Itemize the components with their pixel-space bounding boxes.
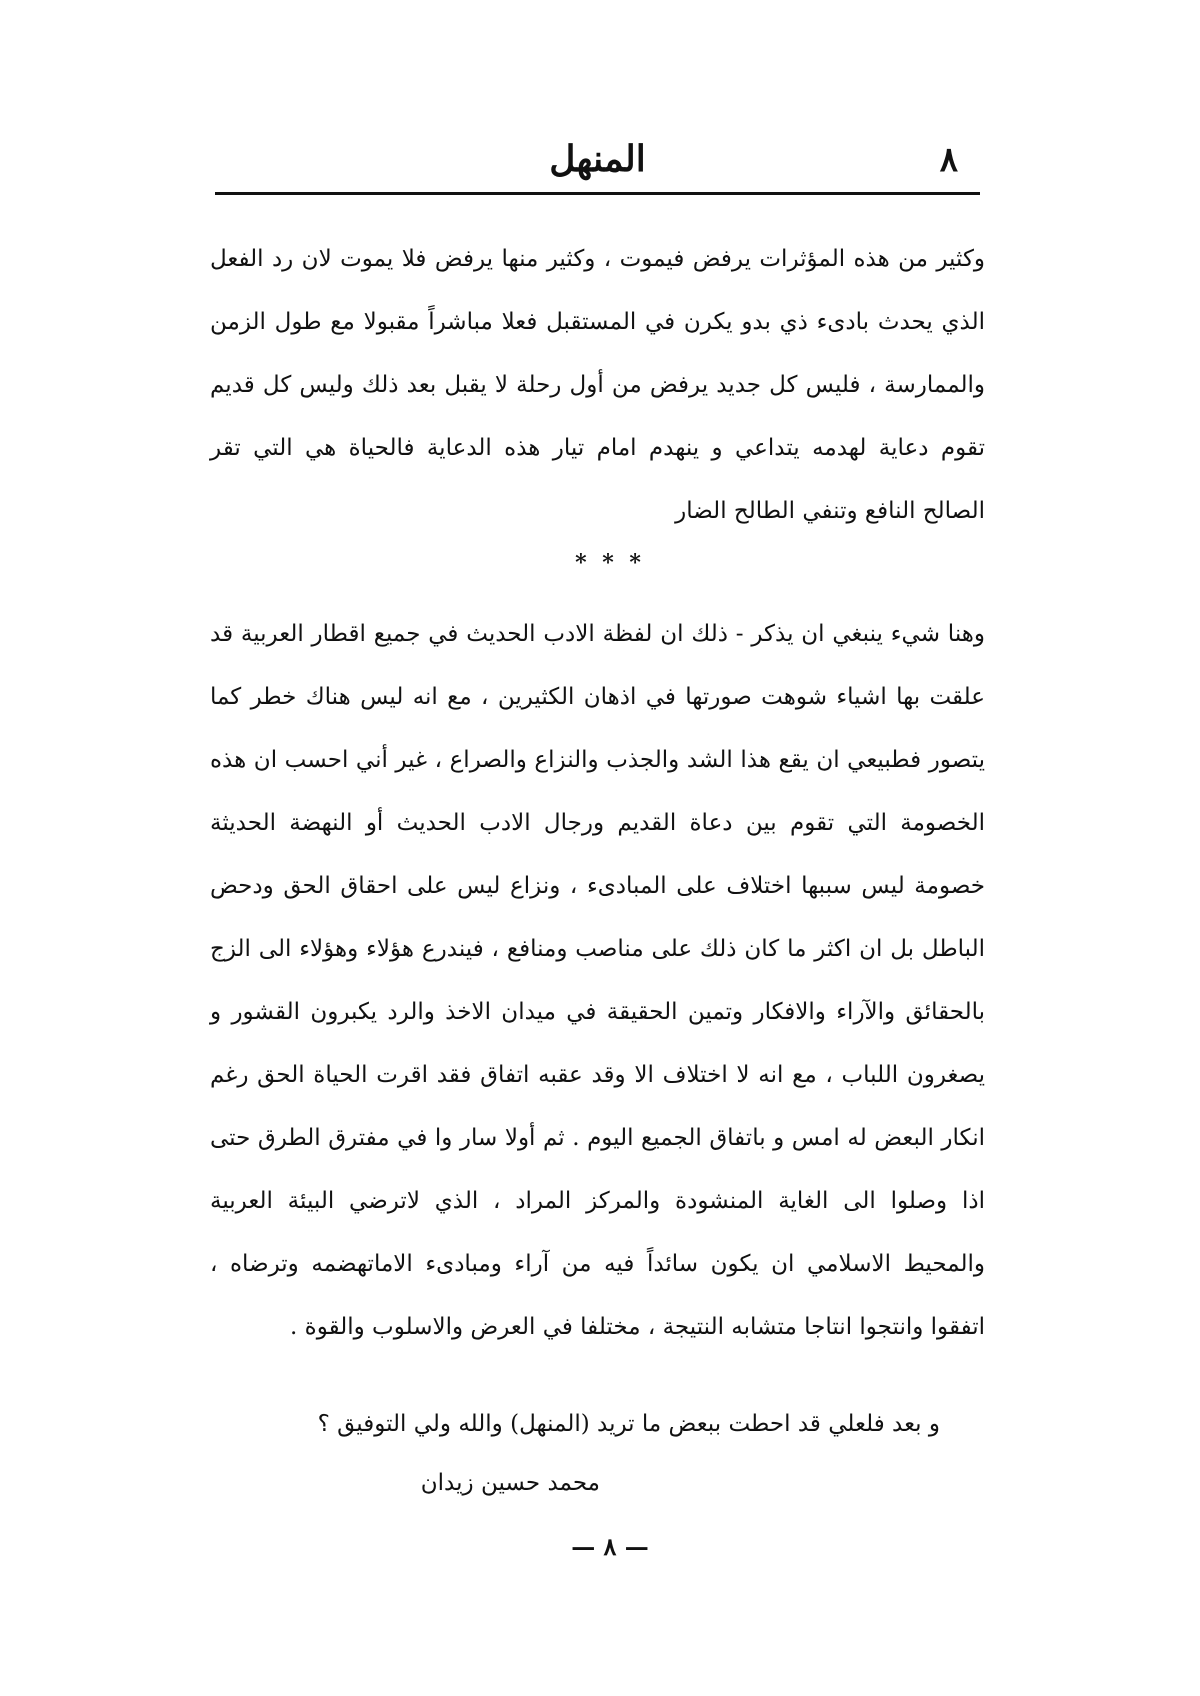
page-header [215, 138, 980, 184]
header-divider [215, 192, 980, 195]
section-separator: * * * [575, 550, 645, 576]
closing-line: و بعد فلعلي قد احطت ببعض ما تريد (المنهل) والله ولي التوفيق ؟ [317, 1411, 940, 1437]
author-signature: محمد حسين زيدان [420, 1470, 600, 1496]
paragraph-1: وكثير من هذه المؤثرات يرفض فيموت ، وكثير منها يرفض فلا يموت لان رد الفعل الذي يحدث بادىء ذي بدو يكرن في المستقبل فعلا مباشراً مقبولا مع طول الزمن والممارسة ، فليس كل جديد يرفض من أول رحلة لا يقبل بعد ذلك وليس كل قديم تقوم دعاية لهدمه يتداعي و ينهدم امام تيار هذه الدعاية فالحياة هي التي تقر الصالح النافع وتنفي الطالح الضار [210, 246, 985, 524]
header-page-number: ٨ [939, 140, 958, 180]
footer-page-number: — ٨ — [571, 1532, 649, 1561]
journal-title: المنهل [549, 138, 646, 180]
paragraph-2: وهنا شيء ينبغي ان يذكر - ذلك ان لفظة الادب الحديث في جميع اقطار العربية قد علقت بها اشياء شوهت صورتها في اذهان الكثيرين ، مع انه ليس هناك خطر كما يتصور فطبيعي ان يقع هذا الشد والجذب والنزاع والصراع ، غير أني احسب ان هذه الخصومة التي تقوم بين دعاة القديم ورجال الادب الحديث أو النهضة الحديثة خصومة ليس سببها اختلاف على المبادىء ، ونزاع ليس على احقاق الحق ودحض الباطل بل ان اكثر ما كان ذلك على مناصب ومنافع ، فيندرع هؤلاء وهؤلاء الى الزج بالحقائق والآراء والافكار وتمين الحقيقة في ميدان الاخذ والرد يكبرون القشور و يصغرون اللباب ، مع انه لا اختلاف الا وقد عقبه اتفاق فقد اقرت الحياة الحق رغم انكار البعض له امس و باتفاق الجميع اليوم . ثم أولا سار وا في مفترق الطرق حتى اذا وصلوا الى الغاية المنشودة والمركز المراد ، الذي لاترضي البيئة العربية والمحيط الاسلامي ان يكون سائداً فيه من آراء ومبادىء الاماتهضمه وترضاه ، اتفقوا وانتجوا انتاجا متشابه النتيجة ، مختلفا في العرض والاسلوب والقوة . [210, 621, 985, 1340]
